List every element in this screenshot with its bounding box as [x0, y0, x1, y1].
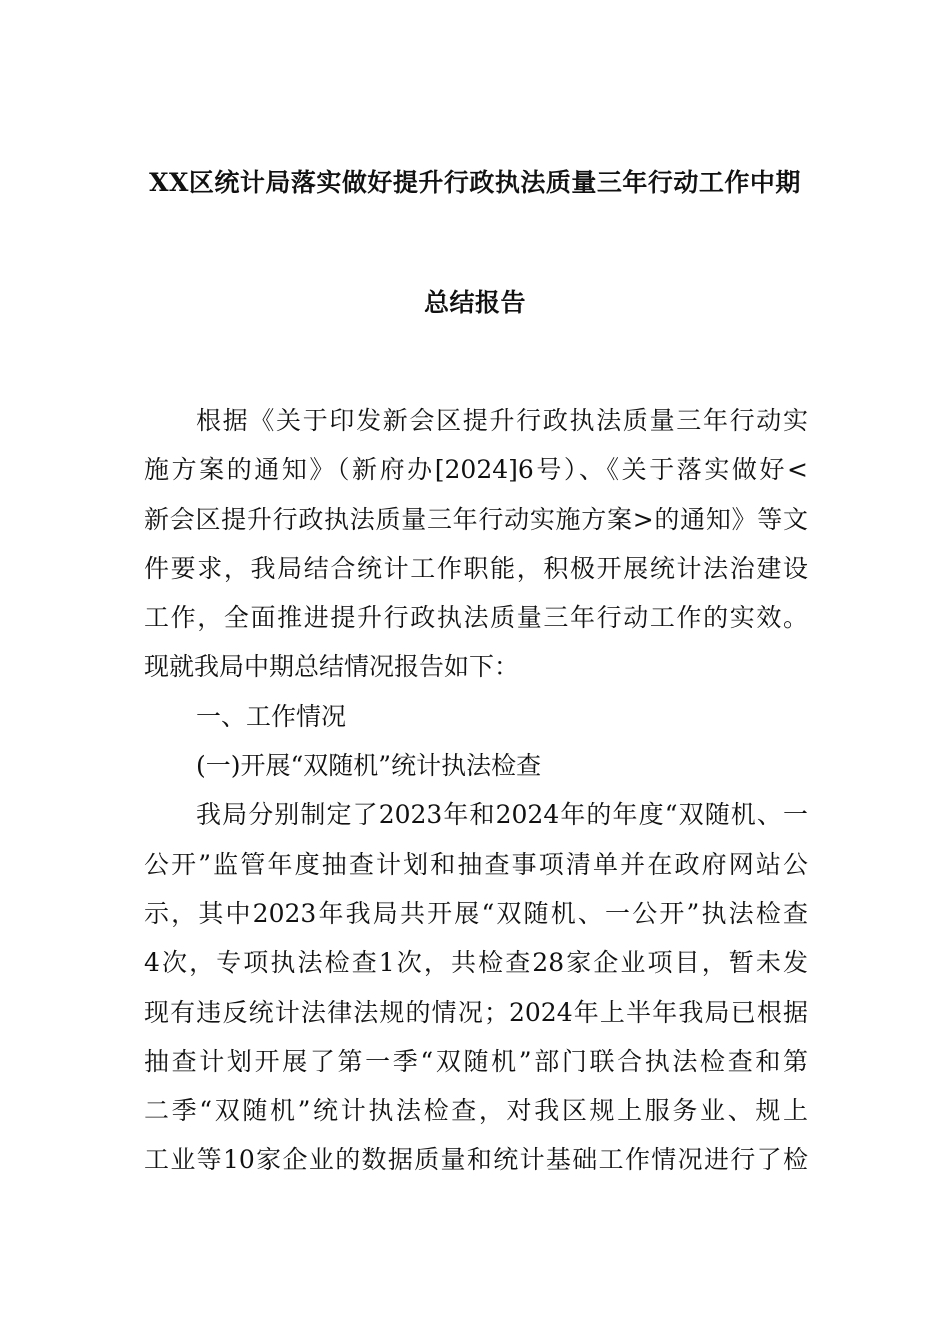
body-line: 抽查计划开展了第一季“双随机”部门联合执法检查和第	[144, 1046, 808, 1076]
subsection-heading: (一)开展“双随机”统计执法检查	[196, 751, 542, 781]
body-line: 根据《关于印发新会区提升行政执法质量三年行动实	[196, 406, 808, 435]
body-line: 工业等10家企业的数据质量和统计基础工作情况进行了检	[144, 1145, 808, 1175]
body-line: 件要求，我局结合统计工作职能，积极开展统计法治建设	[144, 553, 808, 583]
body-line: 现有违反统计法律法规的情况；2024年上半年我局已根据	[144, 997, 808, 1027]
body-line: 公开”监管年度抽查计划和抽查事项清单并在政府网站公	[144, 849, 808, 879]
body-line: 现就我局中期总结情况报告如下：	[144, 652, 520, 682]
document-body	[144, 396, 808, 1185]
body-line: 施方案的通知》（新府办[2024]6号）、《关于落实做好<	[144, 455, 808, 485]
body-line: 4次，专项执法检查1次，共检查28家企业项目，暂未发	[144, 948, 808, 978]
section-heading: 一、工作情况	[196, 701, 347, 731]
body-line: 二季“双随机”统计执法检查，对我区规上服务业、规上	[144, 1096, 808, 1126]
body-line: 新会区提升行政执法质量三年行动实施方案>的通知》等文	[144, 504, 808, 534]
body-line: 我局分别制定了2023年和2024年的年度“双随机、一	[196, 800, 808, 830]
document-title-line-2: 总结报告	[423, 288, 526, 317]
body-line: 示，其中2023年我局共开展“双随机、一公开”执法检查	[144, 898, 808, 928]
document-title-line-1: XX区统计局落实做好提升行政执法质量三年行动工作中期	[149, 168, 801, 197]
body-line: 工作，全面推进提升行政执法质量三年行动工作的实效。	[144, 603, 808, 633]
